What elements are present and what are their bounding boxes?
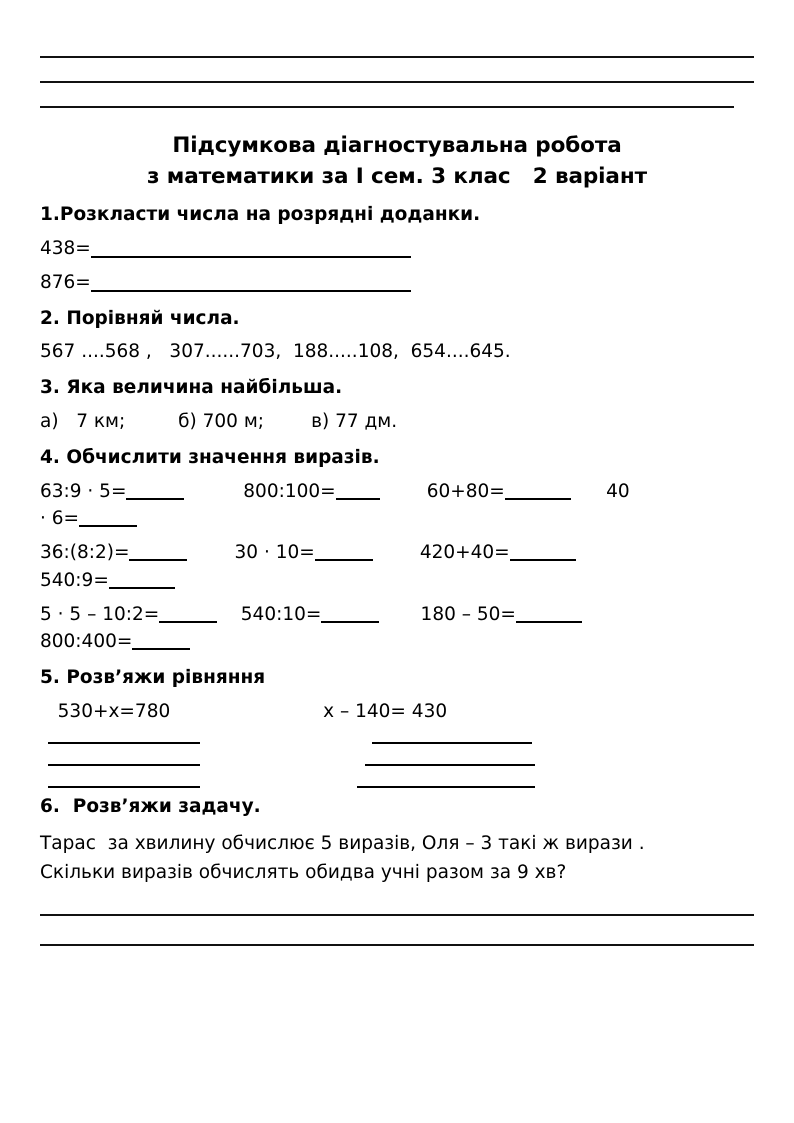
task-4-row-3-wrap bbox=[40, 628, 754, 656]
task-4-expr-11: 180 – 50= bbox=[420, 603, 516, 625]
task-4-expr-2: 800:100= bbox=[243, 480, 336, 502]
task-4-expr-3: 60+80= bbox=[426, 480, 505, 502]
footer-rule-2 bbox=[40, 944, 754, 946]
task-6-problem-line-1: Тарас за хвилину обчислює 5 виразів, Оля – 3 такі ж вирази . bbox=[40, 833, 645, 855]
title-line-1: Підсумкова діагностувальна робота bbox=[172, 133, 622, 158]
task-5-equation-2: х – 140= 430 bbox=[323, 700, 448, 722]
task-4-blank-11[interactable] bbox=[516, 607, 582, 623]
task-4-blank-12[interactable] bbox=[132, 634, 190, 650]
task-4-expr-10: 540:10= bbox=[240, 603, 322, 625]
task-2-comparisons: 567 ....568 , 307......703, 188.....108, 654....645. bbox=[40, 341, 511, 363]
task-1-answer-blank-1[interactable] bbox=[91, 241, 411, 258]
task-4-blank-5[interactable] bbox=[129, 545, 187, 561]
spacer bbox=[184, 481, 243, 502]
task-4-expr-1: 63:9 · 5= bbox=[40, 480, 127, 502]
task-3-heading: 3. Яка величина найбільша. bbox=[40, 377, 343, 399]
spacer bbox=[379, 604, 420, 625]
answer-blank-left-3[interactable] bbox=[48, 786, 200, 788]
spacer bbox=[373, 542, 420, 563]
task-4-blank-8[interactable] bbox=[109, 573, 175, 589]
task-6-problem bbox=[40, 830, 754, 887]
task-4-expr-12: 800:400= bbox=[40, 631, 133, 653]
task-1-row-2 bbox=[40, 269, 754, 297]
task-4-expr-4-part-b: · 6= bbox=[40, 508, 80, 530]
task-3-options: а) 7 км; б) 700 м; в) 77 дм. bbox=[40, 411, 398, 433]
task-5-answer-lines bbox=[40, 742, 754, 788]
answer-blank-left-1[interactable] bbox=[48, 742, 200, 744]
footer-rules bbox=[40, 914, 754, 946]
spacer bbox=[380, 481, 427, 502]
header-rule-2 bbox=[40, 81, 754, 83]
task-4-blank-4[interactable] bbox=[79, 511, 137, 527]
answer-line-row-3 bbox=[40, 786, 754, 788]
task-4-expr-7: 420+40= bbox=[419, 542, 510, 564]
task-1-answer-blank-2[interactable] bbox=[91, 275, 411, 292]
task-1-number-2: 876= bbox=[40, 271, 91, 293]
task-2-heading: 2. Порівняй числа. bbox=[40, 307, 240, 329]
task-4-row-2-wrap bbox=[40, 567, 754, 595]
task-4-expr-9: 5 · 5 – 10:2= bbox=[40, 603, 160, 625]
page-title bbox=[40, 131, 754, 193]
spacer bbox=[217, 604, 241, 625]
task-4-blank-1[interactable] bbox=[126, 484, 184, 500]
task-4-blank-3[interactable] bbox=[505, 484, 571, 500]
task-4-row-1-wrap bbox=[40, 505, 754, 533]
task-4-expr-5: 36:(8:2)= bbox=[40, 542, 130, 564]
task-4-blank-2[interactable] bbox=[336, 484, 380, 500]
task-4-blank-10[interactable] bbox=[321, 607, 379, 623]
header-rule-1 bbox=[40, 56, 754, 58]
task-4-row-1 bbox=[40, 478, 754, 506]
task-5-equations bbox=[40, 698, 754, 726]
spacer bbox=[187, 542, 234, 563]
task-4-row-3 bbox=[40, 601, 754, 629]
task-4-expr-6: 30 · 10= bbox=[234, 542, 315, 564]
answer-blank-right-2[interactable] bbox=[365, 764, 535, 766]
task-4-row-2 bbox=[40, 539, 754, 567]
task-4-blank-7[interactable] bbox=[510, 545, 576, 561]
task-6-heading: 6. Розв’яжи задачу. bbox=[40, 795, 261, 817]
task-4-blank-9[interactable] bbox=[159, 607, 217, 623]
footer-rule-1 bbox=[40, 914, 754, 916]
header-rules bbox=[40, 0, 754, 108]
task-1-row-1 bbox=[40, 235, 754, 263]
answer-line-row-1 bbox=[40, 742, 754, 744]
answer-blank-left-2[interactable] bbox=[48, 764, 200, 766]
task-5-equation-1: 530+х=780 bbox=[57, 700, 171, 722]
task-5-heading: 5. Розв’яжи рівняння bbox=[40, 667, 266, 689]
answer-line-row-2 bbox=[40, 764, 754, 766]
task-6-problem-line-2: Скільки виразів обчислять обидва учні разом за 9 хв? bbox=[40, 862, 567, 884]
spacer bbox=[40, 701, 58, 722]
task-1-number-1: 438= bbox=[40, 238, 91, 260]
title-line-2: з математики за I сем. 3 клас 2 варіант bbox=[147, 164, 647, 190]
task-4-heading: 4. Обчислити значення виразів. bbox=[40, 446, 380, 468]
task-1-heading: 1.Розкласти числа на розрядні доданки. bbox=[40, 204, 481, 226]
header-rule-3 bbox=[40, 106, 734, 108]
task-4-expr-8: 540:9= bbox=[40, 569, 109, 591]
answer-blank-right-3[interactable] bbox=[357, 786, 535, 788]
answer-blank-right-1[interactable] bbox=[372, 742, 532, 744]
spacer bbox=[571, 481, 606, 502]
task-4-blank-6[interactable] bbox=[315, 545, 373, 561]
spacer bbox=[170, 701, 323, 722]
task-4-expr-4-part-a: 40 bbox=[606, 480, 630, 502]
